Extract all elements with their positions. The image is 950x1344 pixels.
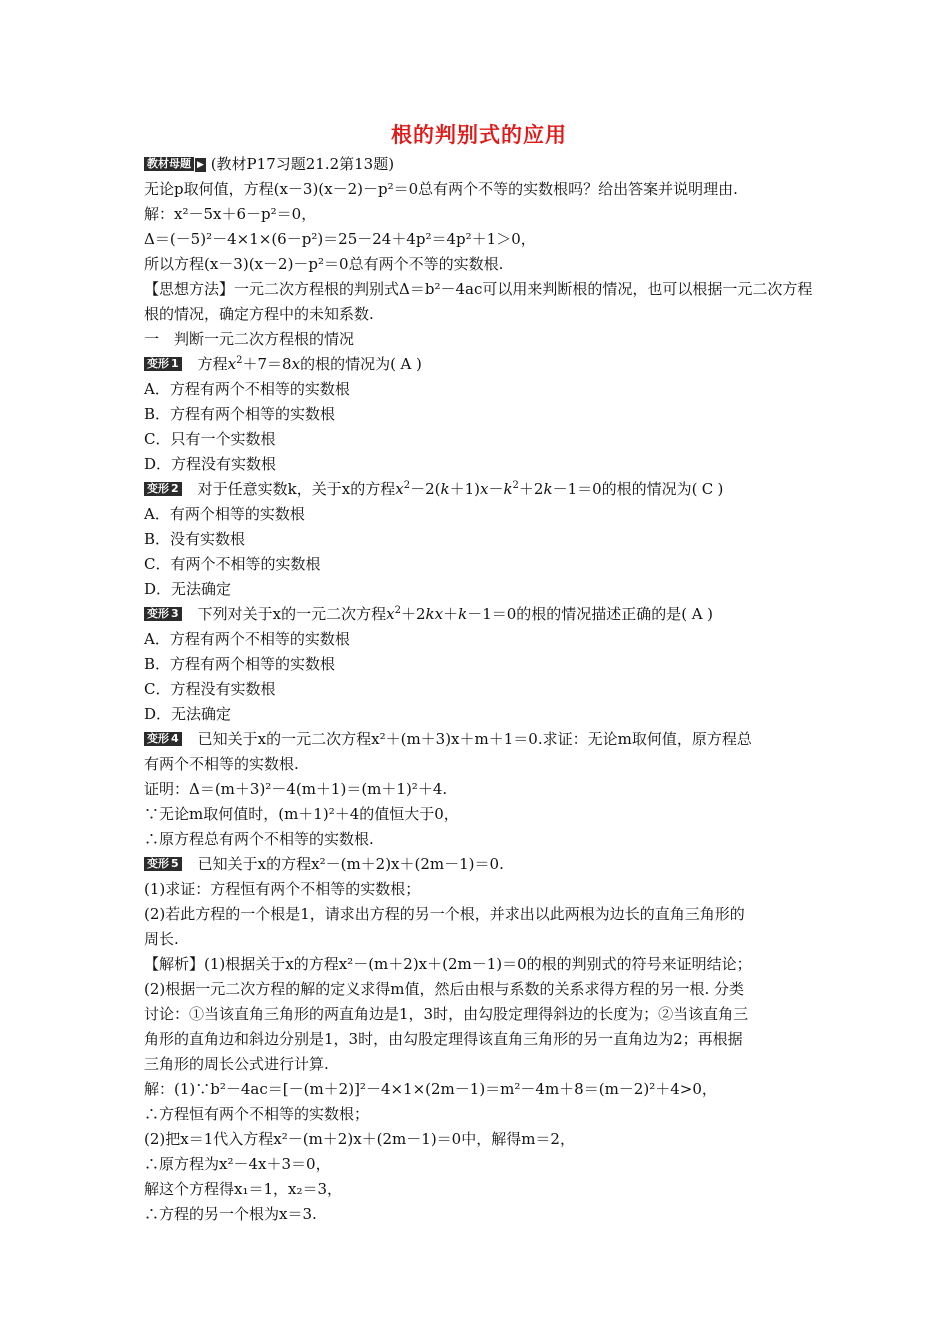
analysis-line: 角形的直角边和斜边分别是1，3时，由勾股定理得该直角三角形的另一直角边为2；再根据 xyxy=(144,1030,743,1048)
bracket: ) xyxy=(707,605,713,623)
answer: A xyxy=(691,605,703,623)
variant-tag: 变形 2 xyxy=(144,482,182,496)
question-text: 已知关于x的一元二次方程x²＋(m＋3)x＋m＋1＝0.求证：无论m取何值，原方程总 xyxy=(197,730,752,748)
option: B．没有实数根 xyxy=(144,530,246,548)
option: C．有两个不相等的实数根 xyxy=(144,555,321,573)
analysis-text: (1)根据关于x的方程x²－(m＋2)x＋(2m－1)＝0的根的判别式的符号来证明结论； xyxy=(204,955,752,973)
part-1: (1)求证：方程恒有两个不相等的实数根； xyxy=(144,880,421,898)
solution-label: 解： xyxy=(144,205,175,223)
analysis-line: 讨论：①当该直角三角形的两直角边是1，3时，由勾股定理得斜边的长度为；②当该直角三 xyxy=(144,1005,749,1023)
variant-tag: 变形 3 xyxy=(144,607,182,621)
base-solution-1 xyxy=(144,202,814,227)
method-label: 【思想方法】 xyxy=(144,280,235,298)
question-continuation: 有两个不相等的实数根. xyxy=(144,755,299,773)
option: A．方程有两个不相等的实数根 xyxy=(144,630,350,648)
analysis-line xyxy=(144,952,814,977)
option: C．只有一个实数根 xyxy=(144,430,276,448)
option: D．无法确定 xyxy=(144,580,232,598)
base-solution-2: Δ＝(－5)²－4×1×(6－p²)＝25－24＋4p²＝4p²＋1＞0， xyxy=(144,230,536,248)
variant-tag: 变形 1 xyxy=(144,357,182,371)
solution-line: ∴原方程为x²－4x＋3＝0， xyxy=(144,1155,331,1173)
bracket: ) xyxy=(415,355,422,373)
question-text: 对于任意实数k，关于x的方程 xyxy=(197,480,396,498)
proof-line: ∵无论m取何值时，(m＋1)²＋4的值恒大于0， xyxy=(144,805,459,823)
analysis-line: 三角形的周长公式进行计算. xyxy=(144,1055,329,1073)
variant-3-question: 变形 3 下列对关于x的一元二次方程$x^2+2kx+k-1=0$的根的情况描述正确的是( A ) xyxy=(144,602,814,627)
variant-tag: 变形 5 xyxy=(144,857,182,871)
option: A．方程有两个不相等的实数根 xyxy=(144,380,350,398)
base-solution-3: 所以方程(x－3)(x－2)－p²＝0总有两个不等的实数根. xyxy=(144,255,504,273)
play-arrow-icon: ▶ xyxy=(197,160,204,170)
solution-line: 解：(1)∵b²－4ac＝[－(m＋2)]²－4×1×(2m－1)＝m²－4m＋8＝(m－2)²＋4>0， xyxy=(144,1080,717,1098)
option: B．方程有两个相等的实数根 xyxy=(144,405,336,423)
section-heading: 一 判断一元二次方程根的情况 xyxy=(144,330,355,348)
question-text: 方程 xyxy=(197,355,228,373)
source-line xyxy=(144,152,814,177)
question-text: 下列对关于x的一元二次方程 xyxy=(197,605,387,623)
variant-2-question: 变形 2 对于任意实数k，关于x的方程$x^2-2(k+1)x-k^2+2k-1=0$的根的情况为( C ) xyxy=(144,477,814,502)
document-page xyxy=(144,118,814,1227)
question-text: 的根的情况为( xyxy=(601,480,698,498)
method-paragraph xyxy=(144,277,814,327)
bracket: ) xyxy=(717,480,724,498)
question-text: 已知关于x的方程x²－(m＋2)x＋(2m－1)＝0. xyxy=(197,855,504,873)
variant-tag: 变形 4 xyxy=(144,732,182,746)
solution-line: (2)把x＝1代入方程x²－(m＋2)x＋(2m－1)＝0中，解得m＝2， xyxy=(144,1130,575,1148)
page-title: 根的判别式的应用 xyxy=(391,123,567,147)
solution-line: ∴方程的另一个根为x＝3. xyxy=(144,1205,317,1223)
proof-line: 证明：Δ＝(m＋3)²－4(m＋1)＝(m＋1)²＋4. xyxy=(144,780,448,798)
solution-line: ∴方程恒有两个不相等的实数根； xyxy=(144,1105,370,1123)
answer: A xyxy=(400,355,412,373)
variant-1-question: 变形 1 方程$x^2+7=8x$的根的情况为( A ) xyxy=(144,352,814,377)
option: B．方程有两个相等的实数根 xyxy=(144,655,336,673)
proof-line: ∴原方程总有两个不相等的实数根. xyxy=(144,830,374,848)
option: A．有两个相等的实数根 xyxy=(144,505,305,523)
part-2-continuation: 周长. xyxy=(144,930,179,948)
solution-step: x²－5x＋6－p²＝0， xyxy=(174,205,317,223)
option: D．方程没有实数根 xyxy=(144,455,277,473)
question-text: 的根的情况为( xyxy=(300,355,396,373)
answer: C xyxy=(701,480,714,498)
solution-line: 解这个方程得x₁＝1，x₂＝3， xyxy=(144,1180,343,1198)
source-tag: 教材母题 xyxy=(144,157,194,171)
analysis-label: 【解析】 xyxy=(144,955,205,973)
analysis-line: (2)根据一元二次方程的解的定义求得m值，然后由根与系数的关系求得方程的另一根. 分类 xyxy=(144,980,745,998)
option: D．无法确定 xyxy=(144,705,232,723)
question-text: 的根的情况描述正确的是( xyxy=(516,605,688,623)
method-text: 一元二次方程根的判别式Δ＝b²－4ac可以用来判断根的情况，也可以根据一元二次方程根的情况，确定方程中的未知系数. xyxy=(144,280,813,323)
variant-5-question xyxy=(144,852,814,877)
option: C．方程没有实数根 xyxy=(144,680,276,698)
part-2: (2)若此方程的一个根是1，请求出方程的另一个根，并求出以此两根为边长的直角三角形的 xyxy=(144,905,745,923)
base-question: 无论p取何值，方程(x－3)(x－2)－p²＝0总有两个不等的实数根吗？给出答案并说明理由. xyxy=(144,180,738,198)
source-text: (教材P17习题21.2第13题) xyxy=(210,155,395,173)
variant-4-question xyxy=(144,727,814,752)
